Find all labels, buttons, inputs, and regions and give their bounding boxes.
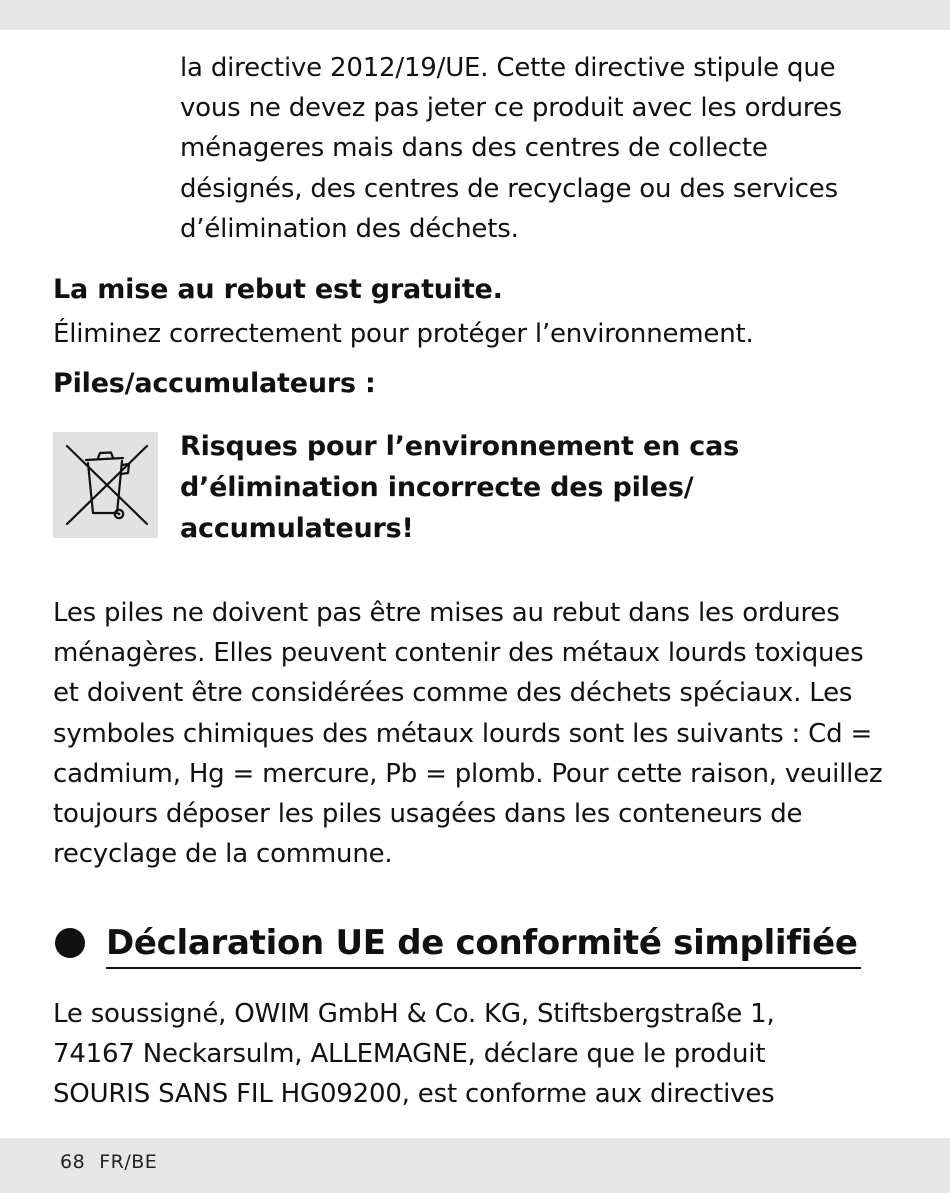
dispose-correctly-text: Éliminez correctement pour protéger l’environnement.: [53, 319, 754, 349]
directive-paragraph: [180, 48, 842, 249]
batteries-heading: Piles/accumulateurs :: [53, 368, 376, 399]
warning-line: d’élimination incorrecte des piles/: [180, 472, 694, 503]
paragraph-line: symboles chimiques des métaux lourds sont les suivants : Cd =: [53, 718, 873, 749]
paragraph-line: SOURIS SANS FIL HG09200, est conforme aux directives: [53, 1079, 775, 1110]
paragraph-line: Le soussigné, OWIM GmbH & Co. KG, Stiftsbergstraße 1,: [53, 999, 775, 1029]
paragraph-line: toujours déposer les piles usagées dans les conteneurs de: [53, 799, 803, 830]
paragraph-line: Les piles ne doivent pas être mises au rebut dans les ordures: [53, 598, 840, 628]
declaration-paragraph: [53, 994, 775, 1115]
paragraph-line: ménagères. Elles peuvent contenir des métaux lourds toxiques: [53, 638, 864, 669]
warning-line: Risques pour l’environnement en cas: [180, 431, 739, 462]
paragraph-line: vous ne devez pas jeter ce produit avec les ordures: [180, 93, 842, 124]
page-number: 68: [60, 1151, 86, 1173]
paragraph-line: la directive 2012/19/UE. Cette directive stipule que: [180, 53, 836, 83]
paragraph-line: recyclage de la commune.: [53, 839, 393, 870]
paragraph-line: désignés, des centres de recyclage ou des services: [180, 173, 838, 204]
paragraph-line: ménageres mais dans des centres de collecte: [180, 133, 768, 164]
crossed-out-wheelie-bin-icon: [53, 432, 158, 538]
paragraph-line: et doivent être considérées comme des déchets spéciaux. Les: [53, 678, 853, 709]
section-bullet-icon: [55, 928, 85, 958]
section-title-underline: [106, 967, 861, 969]
warning-line: accumulateurs!: [180, 513, 414, 544]
locale-label: FR/BE: [99, 1151, 158, 1173]
paragraph-line: d’élimination des déchets.: [180, 213, 519, 244]
paragraph-line: 74167 Neckarsulm, ALLEMAGNE, déclare que le produit: [53, 1039, 766, 1070]
footer-text: [60, 1151, 157, 1173]
batteries-paragraph: [53, 593, 882, 874]
section-title: Déclaration UE de conformité simplifiée: [106, 923, 858, 963]
top-band: [0, 0, 950, 30]
paragraph-line: cadmium, Hg = mercure, Pb = plomb. Pour cette raison, veuillez: [53, 758, 883, 789]
disposal-free-heading: La mise au rebut est gratuite.: [53, 274, 503, 305]
risk-warning-heading: [180, 426, 739, 549]
